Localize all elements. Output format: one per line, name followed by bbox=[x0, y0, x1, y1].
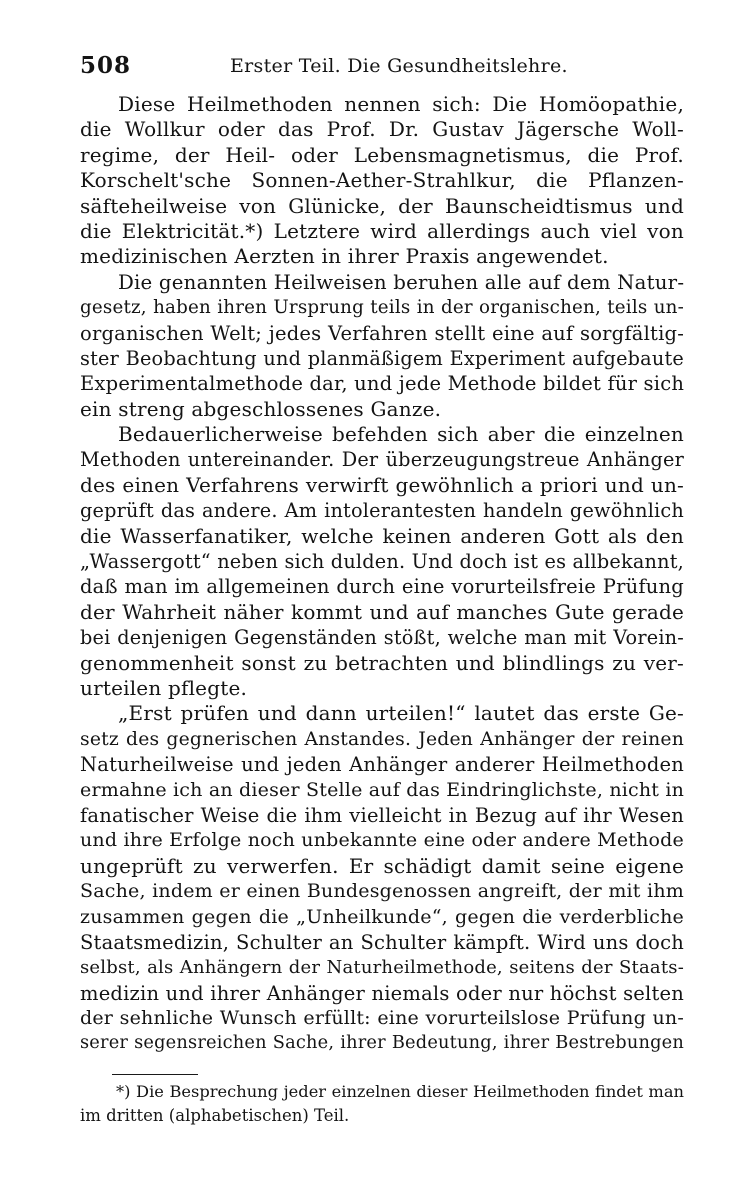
footnote-line: *) Die Besprechung jeder einzelnen dieser Heilmethoden findet man bbox=[116, 1082, 684, 1101]
footnote-divider bbox=[112, 1074, 198, 1075]
text-line: genommenheit sonst zu betrachten und blindlings zu ver- bbox=[80, 650, 684, 675]
text-line: ster Beobachtung und planmäßigem Experiment aufgebaute bbox=[80, 346, 684, 370]
body-text bbox=[80, 92, 684, 1057]
text-line: setz des gegnerischen Anstandes. Jeden Anhänger der reinen bbox=[80, 728, 684, 750]
text-line: geprüft das andere. Am intolerantesten handeln gewöhnlich bbox=[80, 499, 684, 523]
text-line: der Wahrheit näher kommt und auf manches Gute gerade bbox=[80, 599, 684, 624]
text-line: die Wasserfanatiker, welche keinen anderen Gott als den bbox=[80, 523, 684, 548]
text-line: Die genannten Heilweisen beruhen alle auf dem Natur- bbox=[118, 270, 685, 294]
page-number: 508 bbox=[80, 52, 132, 79]
text-line: organischen Welt; jedes Verfahren stellt eine auf sorgfältig- bbox=[80, 321, 684, 345]
text-line: daß man im allgemeinen durch eine vorurteilsfreie Prüfung bbox=[80, 575, 684, 599]
text-line: säfteheilweise von Glünicke, der Baunscheidtismus und bbox=[80, 193, 684, 218]
text-line: ermahne ich an dieser Stelle auf das Eindringlichste, nicht in bbox=[80, 778, 685, 801]
text-line: „Erst prüfen und dann urteilen!“ lautet das erste Ge- bbox=[118, 701, 684, 726]
text-line: zusammen gegen die „Unheilkunde“, gegen die verderbliche bbox=[80, 905, 684, 928]
text-line: Sache, indem er einen Bundesgenossen angreift, der mit ihm bbox=[80, 880, 684, 903]
text-line: der sehnliche Wunsch erfüllt: eine vorurteilslose Prüfung un- bbox=[80, 1007, 684, 1030]
text-line: serer segensreichen Sache, ihrer Bedeutung, ihrer Bestrebungen bbox=[80, 1033, 684, 1054]
text-line: ungeprüft zu verwerfen. Er schädigt damit seine eigene bbox=[80, 853, 684, 878]
page-header bbox=[80, 52, 684, 88]
text-line: die Elektricität.*) Letztere wird allerdings auch viel von bbox=[80, 218, 684, 243]
text-line: medizin und ihrer Anhänger niemals oder nur höchst selten bbox=[80, 981, 684, 1005]
text-line: Diese Heilmethoden nennen sich: Die Homöopathie, bbox=[118, 92, 684, 116]
running-head: Erster Teil. Die Gesundheitslehre. bbox=[230, 55, 568, 77]
text-line: Experimentalmethode dar, und jede Methode bildet für sich bbox=[80, 372, 685, 396]
text-line: Korschelt'sche Sonnen-Aether-Strahlkur, die Pflanzen- bbox=[80, 168, 684, 193]
footnote bbox=[80, 1080, 684, 1128]
text-line: fanatischer Weise die ihm vielleicht in Bezug auf ihr Wesen bbox=[80, 803, 684, 827]
text-line: ein streng abgeschlossenes Ganze. bbox=[80, 396, 442, 421]
text-line: des einen Verfahrens verwirft gewöhnlich a priori und un- bbox=[80, 472, 684, 497]
text-line: Methoden untereinander. Der überzeugungstreue Anhänger bbox=[80, 448, 684, 472]
text-line: regime, der Heil- oder Lebensmagnetismus, die Prof. bbox=[80, 142, 684, 167]
text-line: gesetz, haben ihren Ursprung teils in der organischen, teils un- bbox=[80, 297, 684, 319]
text-line: Naturheilweise und jeden Anhänger anderer Heilmethoden bbox=[80, 753, 684, 777]
text-line: die Wollkur oder das Prof. Dr. Gustav Jägersche Woll- bbox=[80, 117, 684, 142]
text-line: bei denjenigen Gegenständen stößt, welche man mit Vorein- bbox=[80, 626, 684, 650]
text-line: Staatsmedizin, Schulter an Schulter kämpft. Wird uns doch bbox=[80, 930, 684, 954]
text-line: selbst, als Anhängern der Naturheilmethode, seitens der Staats- bbox=[80, 957, 684, 979]
text-line: urteilen pflegte. bbox=[80, 675, 248, 700]
text-line: Bedauerlicherweise befehden sich aber die einzelnen bbox=[118, 422, 684, 447]
text-line: und ihre Erfolge noch unbekannte eine oder andere Methode bbox=[80, 829, 684, 852]
text-line: medizinischen Aerzten in ihrer Praxis angewendet. bbox=[80, 244, 609, 269]
footnote-line: im dritten (alphabetischen) Teil. bbox=[80, 1106, 350, 1125]
text-line: „Wassergott“ neben sich dulden. Und doch ist es allbekannt, bbox=[80, 550, 684, 574]
